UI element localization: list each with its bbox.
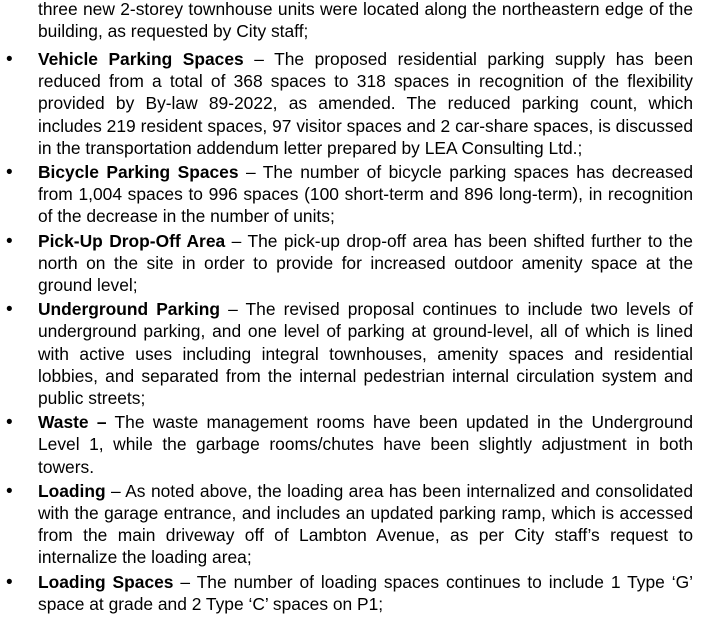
item-term: Pick-Up Drop-Off Area [38,230,226,251]
item-text: – The number of bicycle parking spaces has decreased from 1,004 spaces to 996 spaces (100 short-term and 896 long-term), in recognition of the decrease in the number of units; [38,162,693,227]
list-item-loading-spaces [0,571,693,615]
item-text: – The number of loading spaces continues to include 1 Type ‘G’ space at grade and 2 Type ‘C’ spaces on P1; [38,571,693,614]
bullet-icon [6,230,20,253]
item-term: Loading Spaces [38,571,174,592]
list-item-vehicle-parking [0,48,693,159]
continuation-paragraph: three new 2-storey townhouse units were located along the northeastern edge of the building, as requested by City staff; [38,0,693,42]
item-text: The waste management rooms have been updated in the Underground Level 1, while the garbage rooms/chutes have been slightly adjustment in both towers. [38,412,693,477]
item-term: Loading [38,480,106,501]
bullet-list [0,48,719,617]
list-item-waste [0,411,693,478]
list-item-pick-up-drop-off [0,230,693,297]
item-text: – The proposed residential parking supply has been reduced from a total of 368 spaces to 318 spaces in recognition of the flexibility provided by By-law 89-2022, as amended. The reduced parking count, which includes 219 resident spaces, 97 visitor spaces and 2 car-share spaces, is discussed in the transportation addendum letter prepared by LEA Consulting Ltd.; [38,49,693,158]
item-text: – The pick-up drop-off area has been shifted further to the north on the site in order to provide for increased outdoor amenity space at the ground level; [38,230,693,296]
list-item-underground-parking [0,298,693,409]
item-term: Bicycle Parking Spaces [38,162,239,183]
list-item-bicycle-parking [0,161,693,228]
bullet-icon [6,571,20,594]
item-text: – As noted above, the loading area has been internalized and consolidated with the garage entrance, and includes an updated parking ramp, which is accessed from the main driveway off of Lambton Avenue, as per City staff’s request to internalize the loading area; [38,480,693,568]
item-term: Waste – [38,412,107,433]
bullet-icon [6,48,20,71]
item-term: Vehicle Parking Spaces [38,49,244,69]
bullet-icon [6,298,20,321]
bullet-icon [6,480,20,503]
item-term: Underground Parking [38,299,220,320]
item-text: – The revised proposal continues to include two levels of underground parking, and one level of parking at ground-level, all of which is lined with active uses including integral townhouses, amenity spaces and residential lobbies, and separated from the internal pedestrian internal circulation system and public streets; [38,299,693,409]
bullet-icon [6,161,20,184]
list-item-loading [0,480,693,569]
bullet-icon [6,411,20,434]
